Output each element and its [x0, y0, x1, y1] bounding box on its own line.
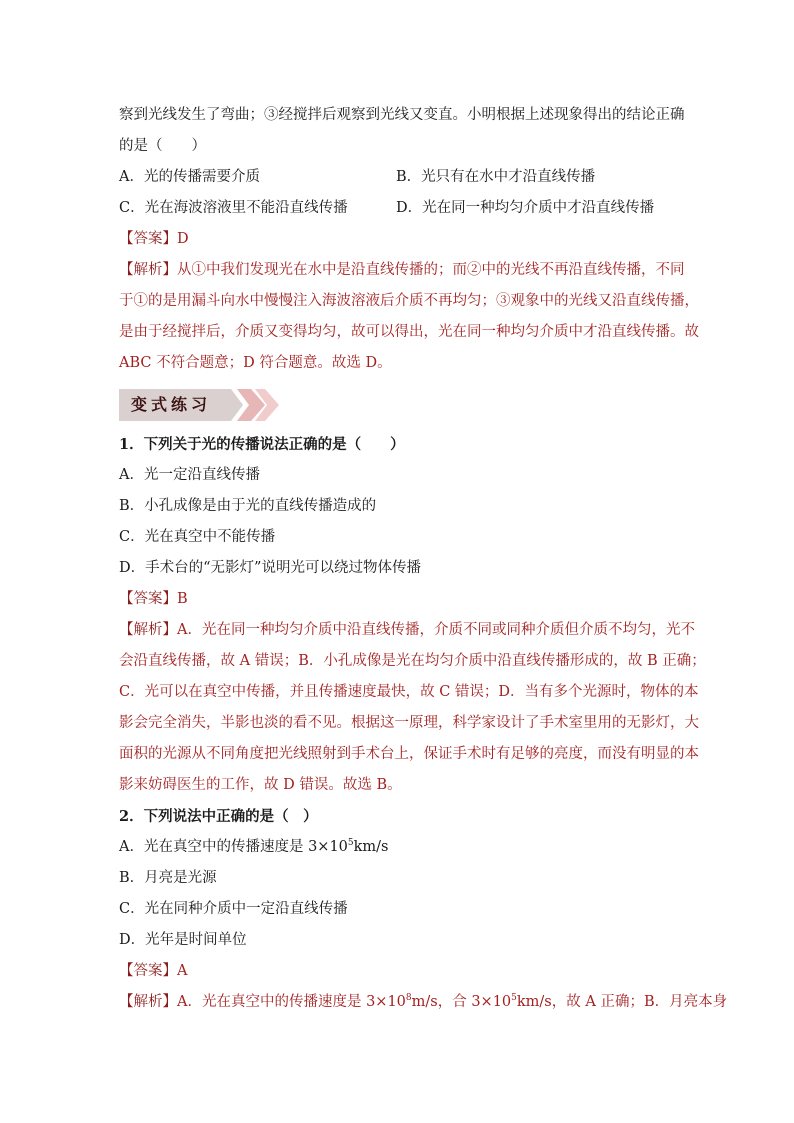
answer-value: D: [177, 231, 189, 247]
q2-choice-a: [119, 832, 679, 863]
q2-choice-d: D．光年是时间单位: [119, 932, 247, 948]
answer-tag: 【答案】: [119, 231, 177, 247]
exponent: 5: [511, 993, 517, 1004]
q0-choice-c: C．光在海波溶液里不能沿直线传播: [119, 200, 348, 216]
q2-analysis-line-1: [119, 987, 728, 1018]
section-banner: [119, 383, 679, 427]
q1-analysis-line-5: 面积的光源从不同角度把光线照射到手术台上，保证手术时有足够的亮度，而没有明显的本: [119, 746, 699, 762]
q0-choices-row-1: [119, 162, 679, 193]
answer-value: A: [177, 963, 188, 979]
analysis-tag: 【解析】: [119, 262, 177, 278]
section-banner-title: 变式练习: [131, 395, 212, 414]
intro-line-2: 的是（ ）: [119, 138, 206, 154]
q0-analysis-line-4: ABC 不符合题意；D 符合题意。故选 D。: [119, 355, 392, 371]
q1-choice-d: D．手术台的“无影灯”说明光可以绕过物体传播: [119, 560, 421, 576]
q2-stem: 2．下列说法中正确的是（ ）: [119, 808, 318, 825]
analysis-text: m/s，合 3×10: [411, 994, 512, 1010]
answer-tag: 【答案】: [119, 591, 177, 607]
choice-text: A．光在真空中的传播速度是 3×10: [119, 839, 348, 855]
q0-analysis-line-2: 于①的是用漏斗向水中慢慢注入海波溶液后介质不再均匀；③观象中的光线又沿直线传播，: [119, 293, 699, 309]
analysis-text: 从①中我们发现光在水中是沿直线传播的；而②中的光线不再沿直线传播，不同: [177, 262, 685, 278]
q1-analysis-line-4: 影会完全消失，半影也淡的看不见。根据这一原理，科学家设计了手术室里用的无影灯，大: [119, 715, 699, 731]
analysis-text: A．光在真空中的传播速度是 3×10: [177, 994, 406, 1010]
q1-analysis-line-3: C．光可以在真空中传播，并且传播速度最快，故 C 错误；D．当有多个光源时，物体的本: [119, 684, 699, 700]
q1-analysis-line-6: 影来妨碍医生的工作，故 D 错误。故选 B。: [119, 777, 402, 793]
page-content: [119, 100, 728, 1018]
q0-choice-b: B．光只有在水中才沿直线传播: [396, 169, 596, 185]
answer-value: B: [177, 591, 188, 607]
answer-tag: 【答案】: [119, 963, 177, 979]
q0-answer: [119, 224, 679, 255]
q2-choice-c: C．光在同种介质中一定沿直线传播: [119, 901, 348, 917]
q1-analysis-line-1: [119, 615, 695, 646]
q1-analysis-line-2: 会沿直线传播，故 A 错误；B．小孔成像是光在均匀介质中沿直线传播形成的，故 B 正确；: [119, 653, 706, 669]
q0-analysis-line-1: [119, 255, 685, 286]
q0-analysis-line-3: 是由于经搅拌后，介质又变得均匀，故可以得出，光在同一种均匀介质中才沿直线传播。故: [119, 324, 699, 340]
q0-choices-row-2: [119, 193, 679, 224]
q1-answer: [119, 584, 679, 615]
analysis-tag: 【解析】: [119, 994, 177, 1010]
q0-choice-a: A．光的传播需要介质: [119, 169, 260, 185]
q1-choice-a: A．光一定沿直线传播: [119, 467, 260, 483]
intro-line-1: 察到光线发生了弯曲；③经搅拌后观察到光线又变直。小明根据上述现象得出的结论正确: [119, 107, 685, 123]
q1-choice-c: C．光在真空中不能传播: [119, 529, 276, 545]
q0-choice-d: D．光在同一种均匀介质中才沿直线传播: [396, 200, 655, 216]
analysis-text: A．光在同一种均匀介质中沿直线传播，介质不同或同种介质但介质不均匀，光不: [177, 622, 695, 638]
q2-choice-b: B．月亮是光源: [119, 870, 217, 886]
choice-unit: km/s: [353, 839, 389, 855]
q1-stem: 1．下列关于光的传播说法正确的是（ ）: [119, 436, 405, 453]
analysis-text: km/s，故 A 正确；B．月亮本身: [516, 994, 728, 1010]
exponent: 5: [347, 838, 354, 849]
exponent: 8: [405, 993, 412, 1004]
q2-answer: [119, 956, 679, 987]
q1-choice-b: B．小孔成像是由于光的直线传播造成的: [119, 498, 377, 514]
analysis-tag: 【解析】: [119, 622, 177, 638]
